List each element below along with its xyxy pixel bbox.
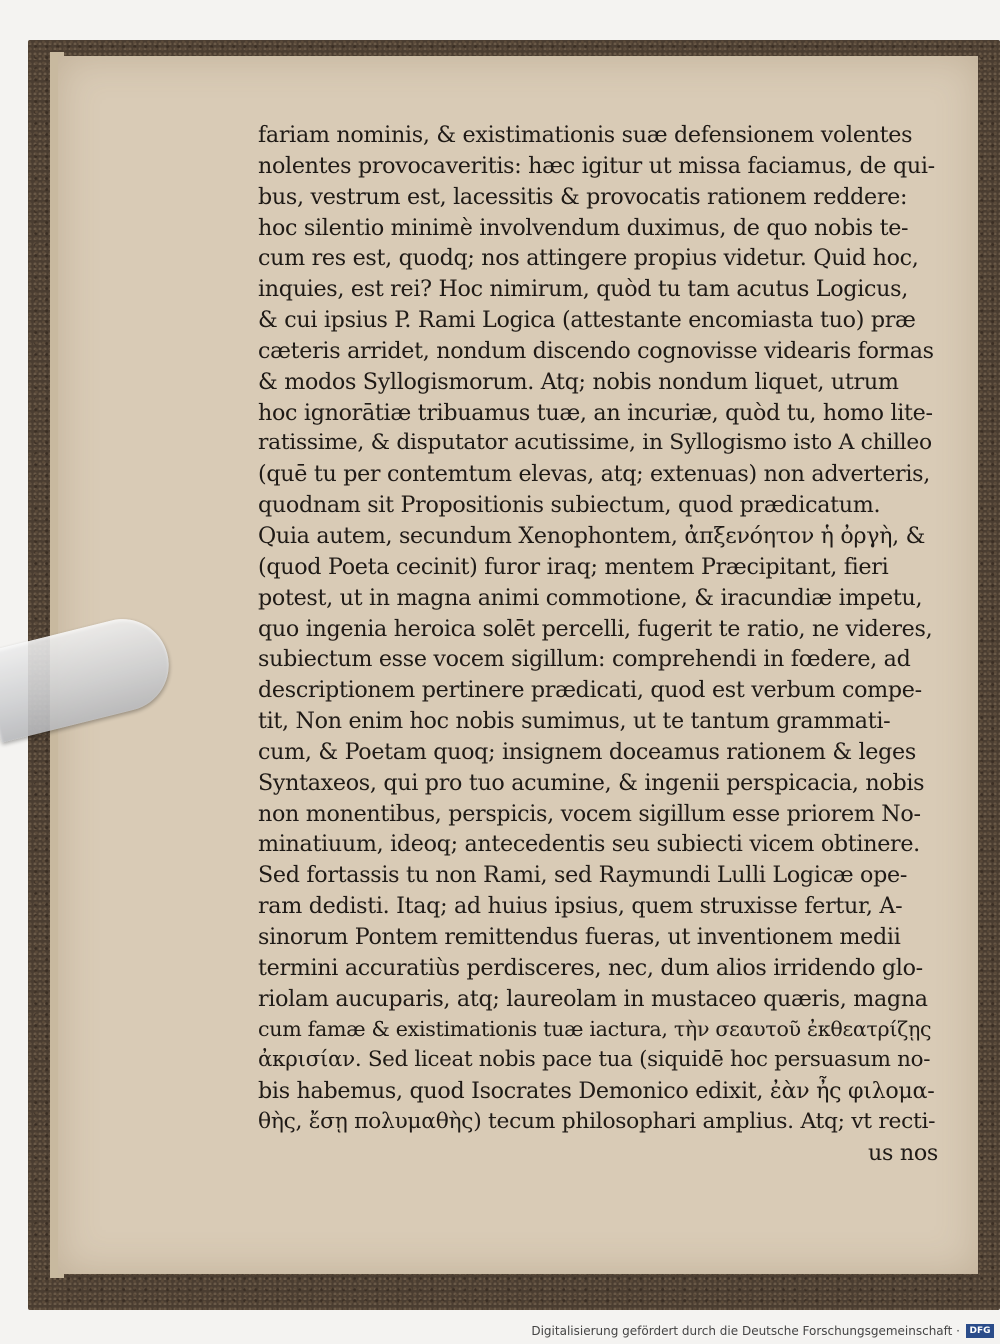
text-line: (quod Poeta cecinit) furor iraq; mentem Præcipitant, fieri: [258, 553, 889, 580]
text-line: Quia autem, secundum Xenophontem, ἀπξενόητον ἡ ὀργὴ, &: [258, 522, 926, 549]
text-line: descriptionem pertinere prædicati, quod est verbum compe-: [258, 677, 922, 704]
text-line: quo ingenia heroica solēt percelli, fugerit te ratio, ne videres,: [258, 615, 933, 642]
text-line: nolentes provocaveritis: hæc igitur ut missa faciamus, de qui-: [258, 152, 935, 179]
text-line: non monentibus, perspicis, vocem sigillum esse priorem No-: [258, 800, 921, 827]
text-line: cum res est, quodq; nos attingere propius videtur. Quid hoc,: [258, 245, 919, 272]
text-line: potest, ut in magna animi commotione, & iracundiæ impetu,: [258, 584, 923, 611]
text-line: Sed fortassis tu non Rami, sed Raymundi Lulli Logicæ ope-: [258, 862, 908, 889]
text-line: termini accuratiùs perdisceres, nec, dum alios irridendo glo-: [258, 954, 923, 981]
text-line: fariam nominis, & existimationis suæ defensionem volentes: [258, 122, 913, 148]
dfg-logo: DFG: [966, 1324, 994, 1338]
text-line: ἀκρισίαν. Sed liceat nobis pace tua (siquidē hoc persuasum no-: [258, 1047, 931, 1073]
digitization-credit: Digitalisierung gefördert durch die Deutsche Forschungsgemeinschaft ·: [531, 1324, 960, 1338]
catchword: us nos: [868, 1139, 938, 1166]
text-line: inquies, est rei? Hoc nimirum, quòd tu tam acutus Logicus,: [258, 276, 908, 303]
text-line: bus, vestrum est, lacessitis & provocatis rationem reddere:: [258, 183, 908, 210]
footer-bar: [0, 1312, 1000, 1344]
text-line: quodnam sit Propositionis subiectum, quod prædicatum.: [258, 492, 881, 519]
text-line: cum famæ & existimationis tuæ iactura, τὴν σεαυτοῦ ἐκθεατρίζῃς: [258, 1017, 932, 1042]
text-line: hoc ignorātiæ tribuamus tuæ, an incuriæ, quòd tu, homo lite-: [258, 399, 933, 426]
text-line: & modos Syllogismorum. Atq; nobis nondum liquet, utrum: [258, 368, 899, 395]
text-line: & cui ipsius P. Rami Logica (attestante encomiasta tuo) præ: [258, 307, 916, 334]
text-line: θὴς, ἔσῃ πολυμαθὴς) tecum philosophari amplius. Atq; vt recti-: [258, 1109, 936, 1134]
text-line: riolam aucuparis, atq; laureolam in mustaceo quæris, magna: [258, 985, 928, 1012]
text-line: (quē tu per contemtum elevas, atq; extenuas) non adverteris,: [258, 461, 931, 488]
text-line: ram dedisti. Itaq; ad huius ipsius, quem struxisse fertur, A-: [258, 893, 903, 920]
text-line: minatiuum, ideoq; antecedentis seu subiecti vicem obtinere.: [258, 831, 920, 858]
text-line: cæteris arridet, nondum discendo cognovisse videaris formas: [258, 337, 934, 364]
text-line: bis habemus, quod Isocrates Demonico edixit, ἐὰν ἦς φιλομα-: [258, 1078, 935, 1105]
text-line: Syntaxeos, qui pro tuo acumine, & ingenii perspicacia, nobis: [258, 769, 925, 796]
text-line: cum, & Poetam quoq; insignem doceamus rationem & leges: [258, 738, 916, 765]
text-line: hoc silentio minimè involvendum duximus, de quo nobis te-: [258, 214, 909, 241]
text-line: ratissime, & disputator acutissime, in Syllogismo isto A chilleo: [258, 430, 932, 456]
page-text: [258, 120, 938, 1169]
text-line: sinorum Pontem remittendus fueras, ut inventionem medii: [258, 923, 901, 950]
text-line: tit, Non enim hoc nobis sumimus, ut te tantum grammati-: [258, 708, 891, 735]
text-line: subiectum esse vocem sigillum: comprehendi in fœdere, ad: [258, 646, 911, 673]
